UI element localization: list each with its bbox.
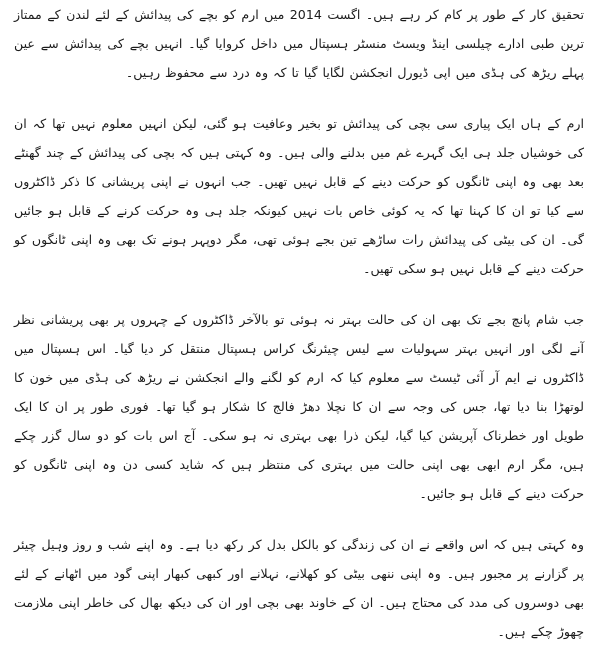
article-paragraph: ارم کے ہاں ایک پیاری سی بچی کی پیدائش تو بخیر وعافیت ہو گئی، لیکن انہیں معلوم نہیں تھا کہ ان کی خوشیاں جلد ہی ایک گہرے غم میں بدلنے والی ہیں۔ وہ کہتی ہیں کہ بچی کی پیدائش کے چند گھنٹے بعد بھی وہ اپنی ٹانگوں کو حرکت دینے کے قابل نہیں تھیں۔ جب انہوں نے اپنی پریشانی کا ذکر ڈاکٹروں سے کیا تو ان کا کہنا تھا کہ یہ کوئی خاص بات نہیں کیونکہ جلد ہی وہ حرکت کرنے کے قابل ہو جائیں گی۔ ان کی بیٹی کی پیدائش رات ساڑھے تین بجے ہوئی تھی، مگر دوپہر ہونے تک بھی وہ اپنی ٹانگوں کو حرکت دینے کے قابل نہیں ہو سکی تھیں۔ (14, 116, 584, 276)
article-paragraph: جب شام پانچ بجے تک بھی ان کی حالت بہتر نہ ہوئی تو بالآخر ڈاکٹروں کے چہروں پر بھی پریشانی نظر آنے لگی اور انہیں بہتر سہولیات سے لیس چیئرنگ کراس ہسپتال منتقل کر دیا گیا۔ اس ہسپتال میں ڈاکٹروں نے ایم آر آئی ٹیسٹ سے معلوم کیا کہ ارم کو لگنے والے انجکشن نے ریڑھ کی ہڈی میں خون کا لوتھڑا بنا دیا تھا، جس کی وجہ سے ان کا نچلا دھڑ فالج کا شکار ہو گیا تھا۔ فوری طور پر ان کا ایک طویل اور خطرناک آپریشن کیا گیا، لیکن ذرا بھی بہتری نہ ہو سکی۔ آج اس بات کو دو سال گزر چکے ہیں، مگر ارم ابھی بھی اپنی حالت میں بہتری کی منتظر ہیں کہ شاید کسی دن وہ اپنی ٹانگوں کو حرکت دینے کے قابل ہو جائیں۔ (14, 312, 584, 501)
article-paragraph: وہ کہتی ہیں کہ اس واقعے نے ان کی زندگی کو بالکل بدل کر رکھ دیا ہے۔ وہ اپنے شب و روز وہیل چیئر پر گزارنے پر مجبور ہیں۔ وہ اپنی ننھی بیٹی کو کھلانے، نہلانے اور کبھی کبھار اپنی گود میں اٹھانے کے لئے بھی دوسروں کی مدد کی محتاج ہیں۔ ان کے خاوند بھی بچی اور ان کی دیکھ بھال کی خاطر اپنی ملازمت چھوڑ چکے ہیں۔ (14, 537, 584, 639)
article-paragraph: تحقیق کار کے طور پر کام کر رہے ہیں۔ اگست 2014 میں ارم کو بچے کی پیدائش کے لئے لندن کے ممتاز ترین طبی ادارے چیلسی اینڈ ویسٹ منسٹر ہسپتال میں داخل کروایا گیا۔ انہیں بچے کی پیدائش سے عین پہلے ریڑھ کی ہڈی میں اپی ڈیورل انجکشن لگایا گیا تا کہ وہ درد سے محفوظ رہیں۔ (14, 7, 584, 80)
